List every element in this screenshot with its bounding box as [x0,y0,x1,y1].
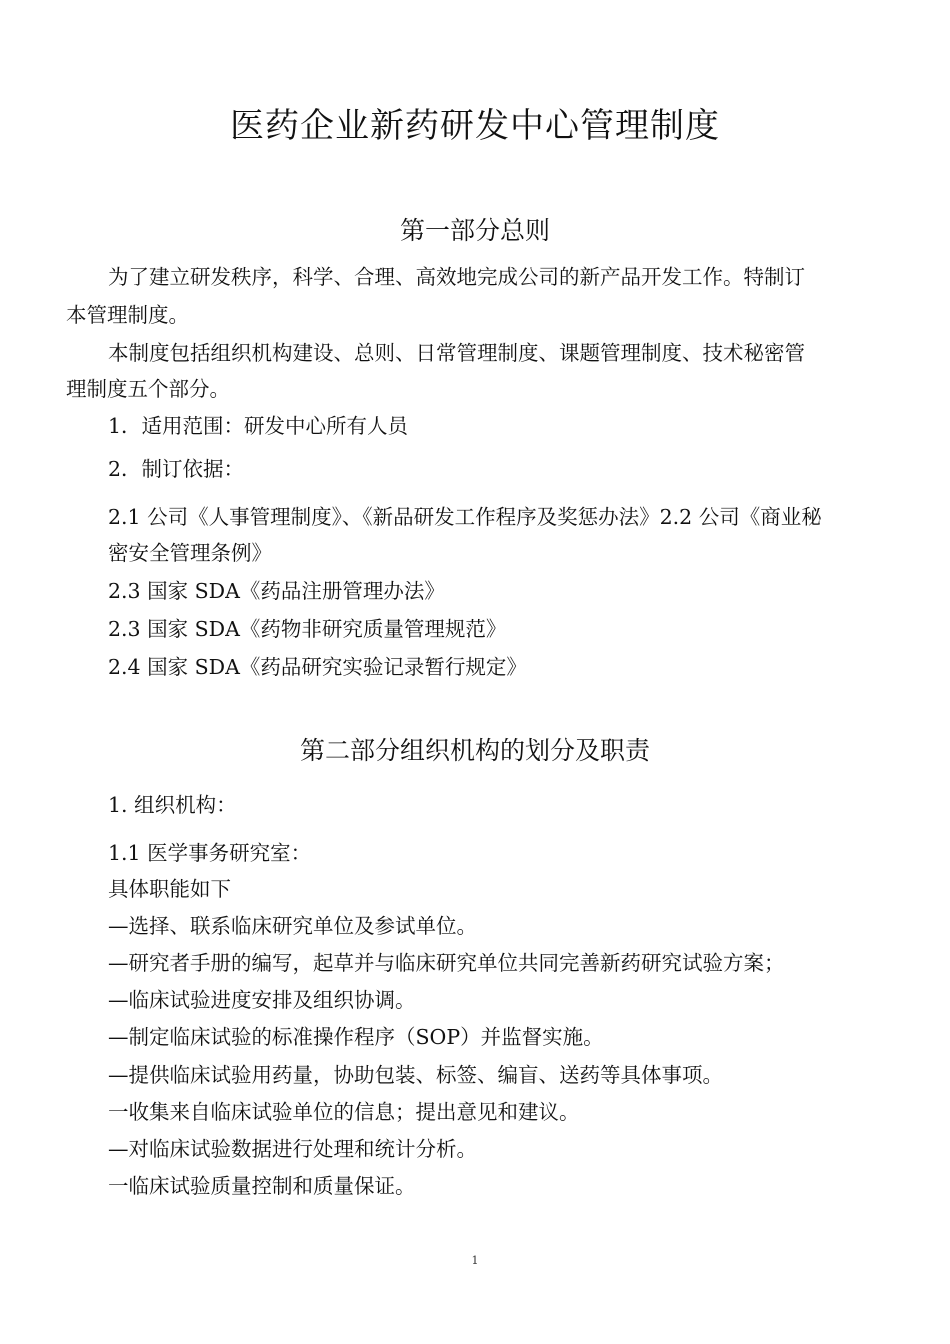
function-item: —制定临床试验的标准操作程序（SOP）并监督实施。 [108,1025,604,1049]
part2-item-organization: 1. 组织机构： [108,793,237,817]
part1-paragraph1-line2: 本管理制度。 [66,303,189,327]
basis-line2: 密安全管理条例》 [108,541,272,565]
function-item: —选择、联系临床研究单位及参试单位。 [108,914,477,938]
function-item: —对临床试验数据进行处理和统计分析。 [108,1137,477,1161]
part1-item-scope: 1．适用范围：研发中心所有人员 [108,414,409,438]
part1-paragraph2-line2: 理制度五个部分。 [66,377,230,401]
document-title: 医药企业新药研发中心管理制度 [230,106,720,146]
functions-intro: 具体职能如下 [108,877,231,901]
function-item: —临床试验进度安排及组织协调。 [108,988,416,1012]
function-item: —研究者手册的编写，起草并与临床研究单位共同完善新药研究试验方案； [108,951,785,975]
function-item: —提供临床试验用药量，协助包装、标签、编盲、送药等具体事项。 [108,1063,723,1087]
basis-2-3a: 2.3 国家 SDA《药品注册管理办法》 [108,579,445,603]
function-item: 一收集来自临床试验单位的信息；提出意见和建议。 [108,1100,580,1124]
basis-2-4: 2.4 国家 SDA《药品研究实验记录暂行规定》 [108,655,527,679]
part2-sub-1-1: 1.1 医学事务研究室： [108,841,312,865]
part1-item-basis: 2．制订依据： [108,457,245,481]
basis-2-3b: 2.3 国家 SDA《药物非研究质量管理规范》 [108,617,507,641]
page-number: 1 [471,1254,479,1267]
function-item: 一临床试验质量控制和质量保证。 [108,1174,416,1198]
part1-heading: 第一部分总则 [399,216,550,245]
part1-paragraph2-line1: 本制度包括组织机构建设、总则、日常管理制度、课题管理制度、技术秘密管 [108,341,805,365]
basis-line1: 2.1 公司《人事管理制度》、《新品研发工作程序及奖惩办法》2.2 公司《商业秘 [108,505,822,529]
part2-heading: 第二部分组织机构的划分及职责 [299,736,650,765]
part1-paragraph1-line1: 为了建立研发秩序，科学、合理、高效地完成公司的新产品开发工作。特制订 [108,265,805,289]
